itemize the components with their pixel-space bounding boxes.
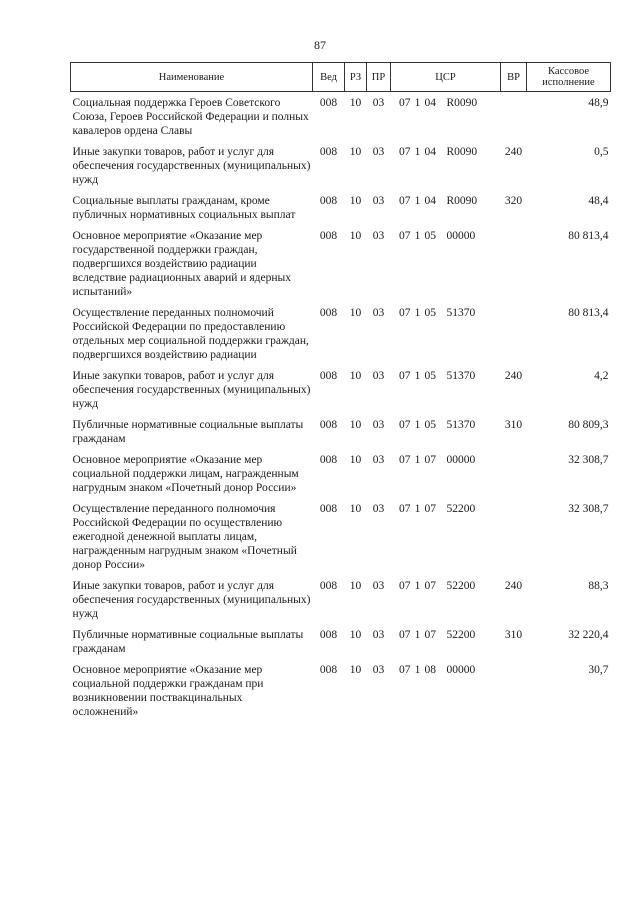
row-ved: 008 <box>319 629 338 641</box>
csr-event: 05 <box>424 307 436 319</box>
table-row <box>71 92 611 142</box>
budget-table <box>70 62 611 722</box>
csr-subprogram: 1 <box>414 580 421 592</box>
row-csr <box>391 498 501 575</box>
row-amount: 48,9 <box>588 97 609 109</box>
row-amount: 32 308,7 <box>568 454 609 466</box>
csr-subprogram: 1 <box>414 146 421 158</box>
row-name: Социальные выплаты гражданам, кроме публичных нормативных социальных выплат <box>72 195 296 221</box>
csr-subprogram: 1 <box>414 503 421 515</box>
header-vr: ВР <box>501 63 527 92</box>
csr-direction: 52200 <box>446 629 476 641</box>
row-name: Иные закупки товаров, работ и услуг для обеспечения государственных (муниципальных) нужд <box>72 580 311 620</box>
row-vr <box>501 449 527 498</box>
csr-event: 07 <box>424 454 436 466</box>
row-vr: 310 <box>504 629 523 641</box>
csr-program: 07 <box>399 503 411 515</box>
row-name: Осуществление переданных полномочий Российской Федерации по предоставлению отдельных мер социальной поддержки граждан, подвергшихся воздействию радиации <box>72 307 309 361</box>
csr-event: 05 <box>424 370 436 382</box>
row-name: Иные закупки товаров, работ и услуг для обеспечения государственных (муниципальных) нужд <box>72 370 311 410</box>
row-csr <box>391 190 501 225</box>
csr-subprogram: 1 <box>414 230 421 242</box>
csr-direction: 52200 <box>446 503 476 515</box>
header-pr: ПР <box>367 63 391 92</box>
csr-event: 08 <box>424 664 436 676</box>
row-rz: 10 <box>349 370 362 382</box>
row-vr: 240 <box>504 580 523 592</box>
row-ved: 008 <box>319 580 338 592</box>
row-amount: 0,5 <box>594 146 609 158</box>
table-row <box>71 302 611 365</box>
table-header-row <box>71 63 611 92</box>
table-row <box>71 624 611 659</box>
table-row <box>71 365 611 414</box>
csr-program: 07 <box>399 230 411 242</box>
row-ved: 008 <box>319 230 338 242</box>
csr-direction: R0090 <box>446 195 478 207</box>
csr-subprogram: 1 <box>414 97 421 109</box>
row-amount: 80 809,3 <box>568 419 609 431</box>
csr-direction: R0090 <box>446 97 478 109</box>
csr-program: 07 <box>399 629 411 641</box>
csr-event: 04 <box>424 146 436 158</box>
row-rz: 10 <box>349 629 362 641</box>
csr-program: 07 <box>399 454 411 466</box>
row-amount: 80 813,4 <box>568 230 609 242</box>
table-row <box>71 141 611 190</box>
row-ved: 008 <box>319 97 338 109</box>
row-ved: 008 <box>319 503 338 515</box>
row-csr <box>391 141 501 190</box>
row-rz: 10 <box>349 307 362 319</box>
row-rz: 10 <box>349 454 362 466</box>
header-amount: Кассовое исполнение <box>527 63 611 92</box>
csr-direction: 00000 <box>446 454 476 466</box>
csr-subprogram: 1 <box>414 664 421 676</box>
row-vr: 240 <box>504 370 523 382</box>
csr-program: 07 <box>399 580 411 592</box>
row-csr <box>391 449 501 498</box>
row-csr <box>391 575 501 624</box>
csr-program: 07 <box>399 664 411 676</box>
row-rz: 10 <box>349 419 362 431</box>
row-name: Осуществление переданного полномочия Российской Федерации по осуществлению ежегодной денежной выплаты лицам, награжденным нагрудным знаком «Почетный донор России» <box>72 503 297 571</box>
csr-program: 07 <box>399 97 411 109</box>
row-vr: 320 <box>504 195 523 207</box>
csr-subprogram: 1 <box>414 629 421 641</box>
csr-direction: 00000 <box>446 664 476 676</box>
table-row <box>71 575 611 624</box>
csr-event: 05 <box>424 419 436 431</box>
row-pr: 03 <box>372 307 385 319</box>
csr-program: 07 <box>399 307 411 319</box>
row-csr <box>391 624 501 659</box>
csr-direction: 51370 <box>446 307 476 319</box>
csr-program: 07 <box>399 370 411 382</box>
row-vr <box>501 302 527 365</box>
table-row <box>71 449 611 498</box>
row-name: Основное мероприятие «Оказание мер социальной поддержки лицам, награжденным нагрудным знаком «Почетный донор России» <box>72 454 299 494</box>
page-number: 87 <box>314 38 326 52</box>
row-amount: 88,3 <box>588 580 609 592</box>
table-row <box>71 659 611 722</box>
row-name: Публичные нормативные социальные выплаты гражданам <box>72 629 304 655</box>
row-vr <box>501 92 527 142</box>
header-ved: Вед <box>313 63 345 92</box>
row-pr: 03 <box>372 146 385 158</box>
row-pr: 03 <box>372 195 385 207</box>
row-name: Публичные нормативные социальные выплаты гражданам <box>72 419 304 445</box>
row-pr: 03 <box>372 370 385 382</box>
csr-program: 07 <box>399 195 411 207</box>
csr-subprogram: 1 <box>414 370 421 382</box>
row-pr: 03 <box>372 503 385 515</box>
csr-subprogram: 1 <box>414 454 421 466</box>
row-pr: 03 <box>372 97 385 109</box>
row-name: Иные закупки товаров, работ и услуг для обеспечения государственных (муниципальных) нужд <box>72 146 311 186</box>
header-csr: ЦСР <box>391 63 501 92</box>
csr-program: 07 <box>399 146 411 158</box>
row-rz: 10 <box>349 503 362 515</box>
table-row <box>71 414 611 449</box>
row-ved: 008 <box>319 195 338 207</box>
row-vr <box>501 498 527 575</box>
table-row <box>71 225 611 302</box>
row-name: Основное мероприятие «Оказание мер государственной поддержки граждан, подвергшихся воздействию радиации вследствие радиационных аварий и ядерных испытаний» <box>72 230 291 298</box>
csr-event: 07 <box>424 503 436 515</box>
row-ved: 008 <box>319 146 338 158</box>
csr-event: 07 <box>424 629 436 641</box>
csr-event: 05 <box>424 230 436 242</box>
row-csr <box>391 365 501 414</box>
row-csr <box>391 302 501 365</box>
header-rz: РЗ <box>345 63 367 92</box>
row-rz: 10 <box>349 146 362 158</box>
csr-subprogram: 1 <box>414 195 421 207</box>
csr-event: 04 <box>424 195 436 207</box>
row-rz: 10 <box>349 195 362 207</box>
row-rz: 10 <box>349 664 362 676</box>
csr-direction: 51370 <box>446 370 476 382</box>
row-csr <box>391 659 501 722</box>
row-rz: 10 <box>349 97 362 109</box>
row-pr: 03 <box>372 454 385 466</box>
row-vr: 310 <box>504 419 523 431</box>
row-amount: 30,7 <box>588 664 609 676</box>
csr-direction: 51370 <box>446 419 476 431</box>
row-rz: 10 <box>349 580 362 592</box>
csr-subprogram: 1 <box>414 419 421 431</box>
csr-program: 07 <box>399 419 411 431</box>
csr-direction: 00000 <box>446 230 476 242</box>
row-amount: 80 813,4 <box>568 307 609 319</box>
row-vr: 240 <box>504 146 523 158</box>
row-amount: 4,2 <box>594 370 609 382</box>
csr-direction: R0090 <box>446 146 478 158</box>
table-row <box>71 498 611 575</box>
row-vr <box>501 659 527 722</box>
row-ved: 008 <box>319 419 338 431</box>
row-csr <box>391 225 501 302</box>
row-ved: 008 <box>319 307 338 319</box>
csr-event: 04 <box>424 97 436 109</box>
csr-subprogram: 1 <box>414 307 421 319</box>
row-amount: 32 308,7 <box>568 503 609 515</box>
row-pr: 03 <box>372 580 385 592</box>
row-amount: 48,4 <box>588 195 609 207</box>
row-pr: 03 <box>372 629 385 641</box>
csr-direction: 52200 <box>446 580 476 592</box>
row-rz: 10 <box>349 230 362 242</box>
row-csr <box>391 92 501 142</box>
row-csr <box>391 414 501 449</box>
row-amount: 32 220,4 <box>568 629 609 641</box>
row-name: Социальная поддержка Героев Советского Союза, Героев Российской Федерации и полных кавалеров ордена Славы <box>72 97 309 137</box>
row-name: Основное мероприятие «Оказание мер социальной поддержки гражданам при возникновении поствакцинальных осложнений» <box>72 664 264 718</box>
row-ved: 008 <box>319 454 338 466</box>
row-vr <box>501 225 527 302</box>
row-pr: 03 <box>372 230 385 242</box>
header-name: Наименование <box>71 63 313 92</box>
row-ved: 008 <box>319 370 338 382</box>
csr-event: 07 <box>424 580 436 592</box>
table-row <box>71 190 611 225</box>
row-ved: 008 <box>319 664 338 676</box>
row-pr: 03 <box>372 664 385 676</box>
row-pr: 03 <box>372 419 385 431</box>
